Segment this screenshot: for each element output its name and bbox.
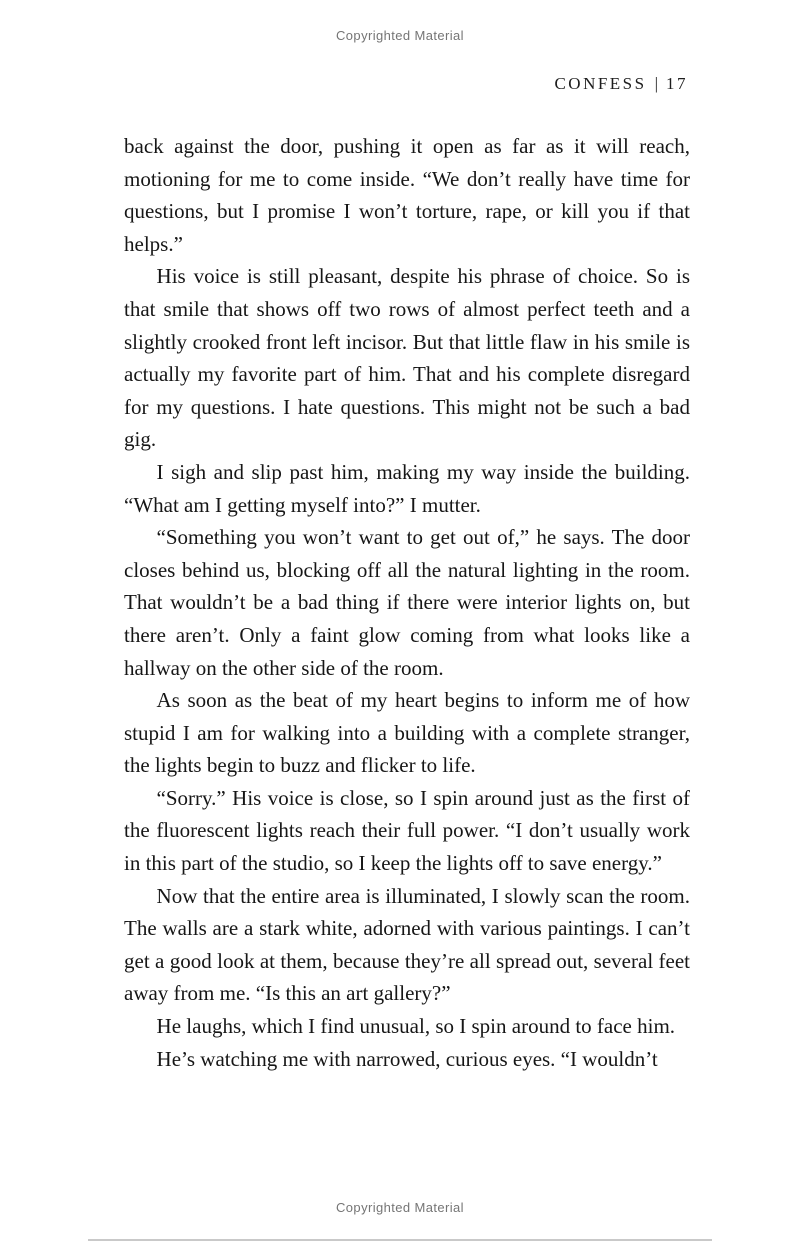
paragraph: Now that the entire area is illuminated, I slowly scan the room. The walls are a stark white, adorned with various paintings. I can’t get a good look at them, because they’re all spread out, several feet away from me. “Is this an art gallery?” (124, 883, 690, 1006)
paragraph: He’s watching me with narrowed, curious eyes. “I wouldn’t (156, 1046, 658, 1071)
book-title: CONFESS (554, 74, 647, 93)
paragraph: “Something you won’t want to get out of,” he says. The door closes behind us, blocking off all the natural lighting in the room. That wouldn’t be a bad thing if there were interior lights on, but there aren’t. Only a faint glow coming from what looks like a hallway on the other side of the room. (124, 525, 690, 680)
paragraph: back against the door, pushing it open as far as it will reach, motioning for me to come inside. “We don’t really have time for questions, but I promise I won’t torture, rape, or kill you if that helps.” (124, 134, 690, 256)
paragraph: His voice is still pleasant, despite his phrase of choice. So is that smile that shows off two rows of almost perfect teeth and a slightly crooked front left incisor. But that little flaw in his smile is actually my favorite part of him. That and his complete disregard for my questions. I hate questions. This might not be such a bad gig. (124, 264, 690, 452)
paragraph: I sigh and slip past him, making my way inside the building. “What am I getting myself into?” I mutter. (124, 459, 690, 517)
page-bottom-edge (88, 1239, 712, 1241)
paragraph: “Sorry.” His voice is close, so I spin around just as the first of the fluorescent lights reach their full power. “I don’t usually work in this part of the studio, so I keep the lights off to save energy.” (124, 785, 690, 876)
copyright-notice-top: Copyrighted Material (336, 28, 464, 43)
header-separator: | (654, 74, 658, 93)
copyright-notice-bottom: Copyrighted Material (336, 1200, 464, 1215)
paragraph: As soon as the beat of my heart begins to inform me of how stupid I am for walking into a building with a complete stranger, the lights begin to buzz and flicker to life. (124, 688, 690, 778)
page-body (124, 130, 690, 1075)
page-number: 17 (666, 74, 688, 93)
running-header (124, 74, 688, 94)
paragraph: He laughs, which I find unusual, so I spin around to face him. (156, 1014, 676, 1039)
